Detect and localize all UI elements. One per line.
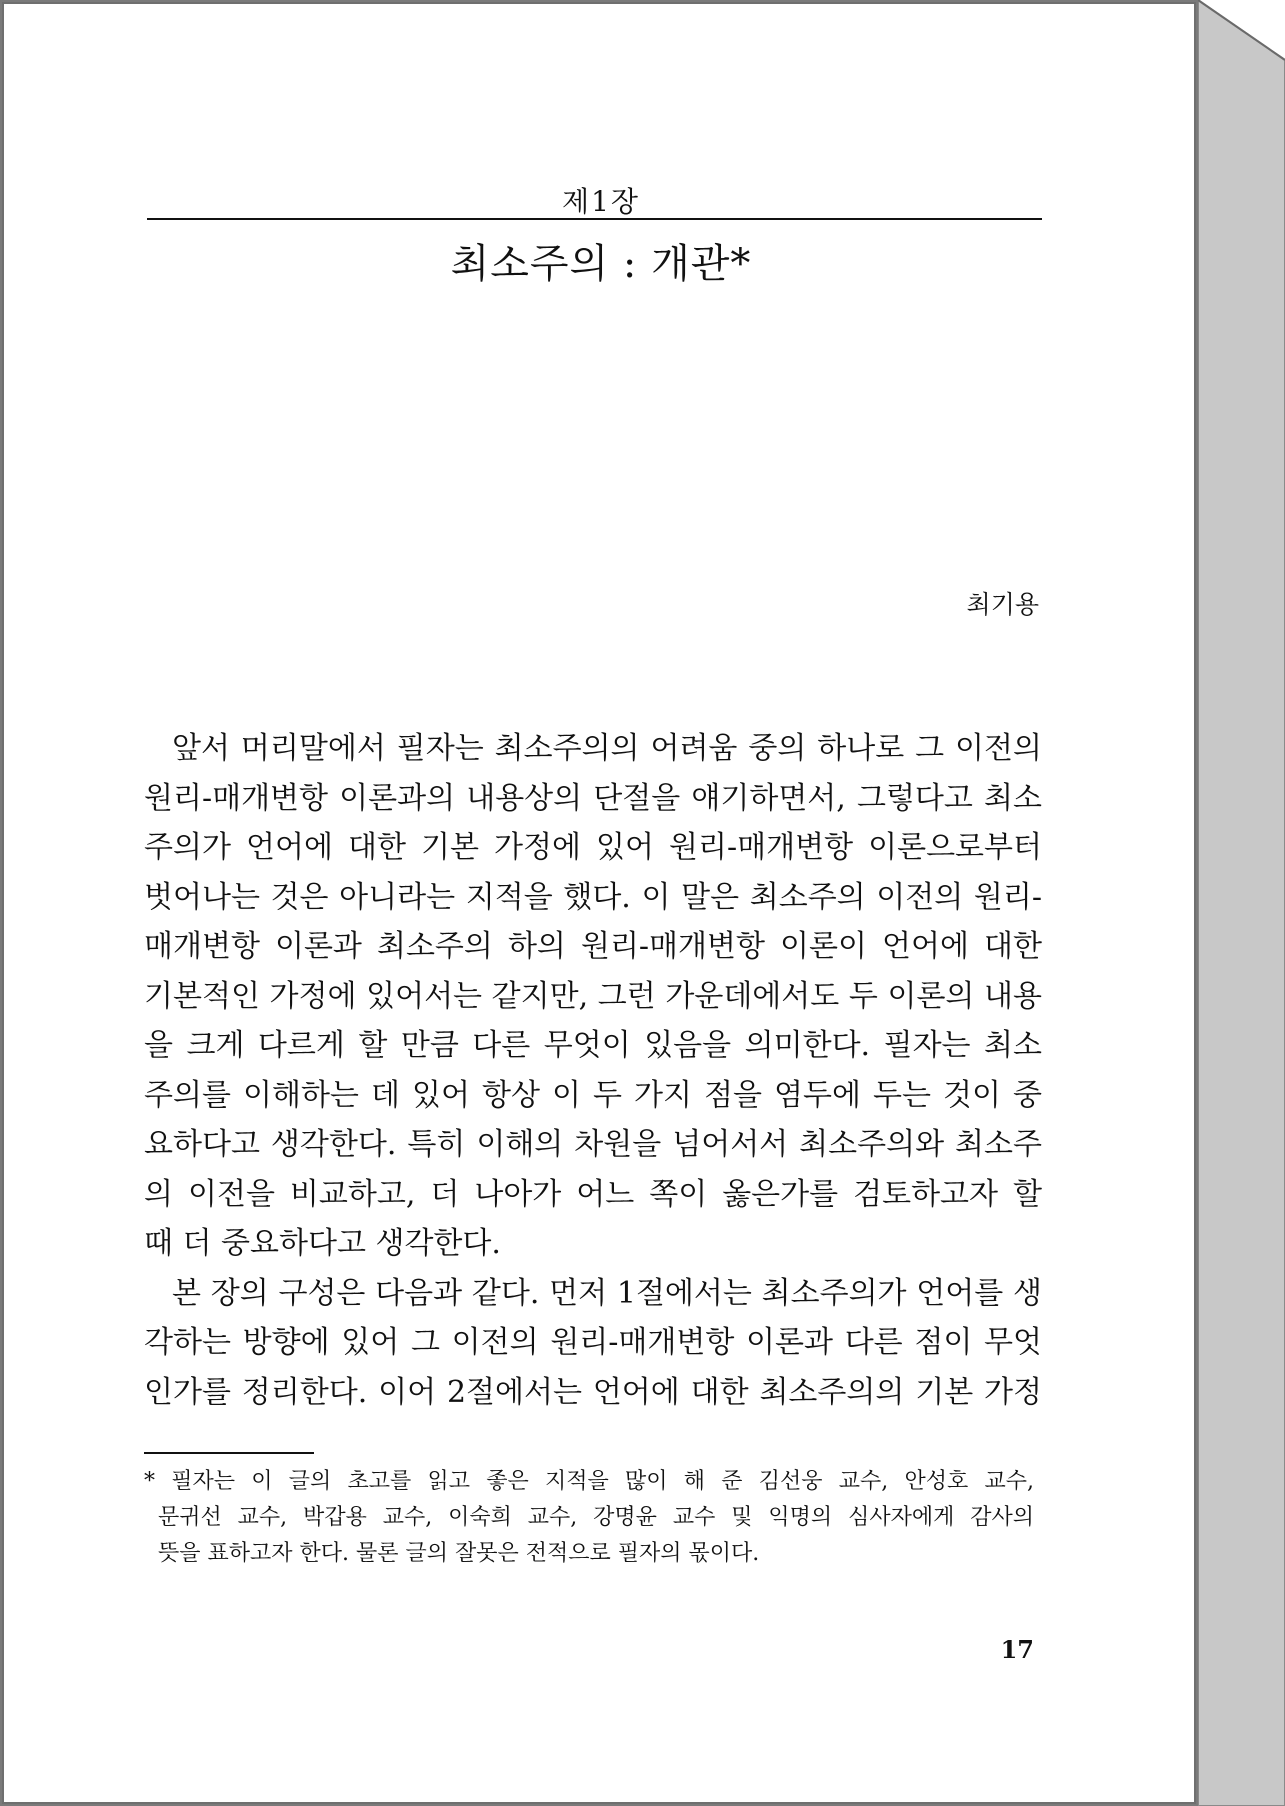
body-line: 을 크게 다르게 할 만큼 다른 무엇이 있음을 의미한다. 필자는 최소 [144,1028,1042,1063]
body-line: 때 더 중요하다고 생각한다. [144,1226,501,1261]
author-name: 최기용 [966,590,1039,619]
chapter-title: 최소주의 : 개관* [450,241,752,287]
footnote-line: 문귀선 교수, 박갑용 교수, 이숙희 교수, 강명윤 교수 및 익명의 심사자에게 감사의 [158,1505,1034,1530]
body-line: 앞서 머리말에서 필자는 최소주의의 어려움 중의 하나로 그 이전의 [172,731,1042,766]
chapter-rule [147,218,1042,220]
page-number: 17 [1000,1635,1034,1664]
footnote [144,1464,1034,1572]
body-line: 원리-매개변항 이론과의 내용상의 단절을 얘기하면서, 그렇다고 최소 [144,780,1042,816]
body-line: 인가를 정리한다. 이어 2절에서는 언어에 대한 최소주의의 기본 가정 [144,1374,1042,1410]
body-line: 주의를 이해하는 데 있어 항상 이 두 가지 점을 염두에 두는 것이 중 [144,1077,1042,1113]
chapter-label: 제1장 [562,185,640,218]
footnote-rule [144,1452,314,1454]
body-text [144,724,1042,1417]
body-line: 벗어나는 것은 아니라는 지적을 했다. 이 말은 최소주의 이전의 원리- [144,879,1042,915]
body-line: 본 장의 구성은 다음과 같다. 먼저 1절에서는 최소주의가 언어를 생 [172,1275,1042,1311]
body-line: 의 이전을 비교하고, 더 나아가 어느 쪽이 옳은가를 검토하고자 할 [144,1176,1042,1212]
footnote-line: 뜻을 표하고자 한다. 물론 글의 잘못은 전적으로 필자의 몫이다. [158,1541,760,1566]
body-line: 매개변항 이론과 최소주의 하의 원리-매개변항 이론이 언어에 대한 [144,929,1042,964]
body-line: 주의가 언어에 대한 기본 가정에 있어 원리-매개변항 이론으로부터 [144,830,1042,865]
body-line: 요하다고 생각한다. 특히 이해의 차원을 넘어서서 최소주의와 최소주 [144,1127,1042,1162]
footnote-line: * 필자는 이 글의 초고를 읽고 좋은 지적을 많이 해 준 김선웅 교수, 안성호 교수, [144,1469,1034,1494]
page-stack-edge [1198,0,1285,1806]
body-line: 각하는 방향에 있어 그 이전의 원리-매개변항 이론과 다른 점이 무엇 [144,1325,1042,1360]
body-line: 기본적인 가정에 있어서는 같지만, 그런 가운데에서도 두 이론의 내용 [144,978,1042,1014]
